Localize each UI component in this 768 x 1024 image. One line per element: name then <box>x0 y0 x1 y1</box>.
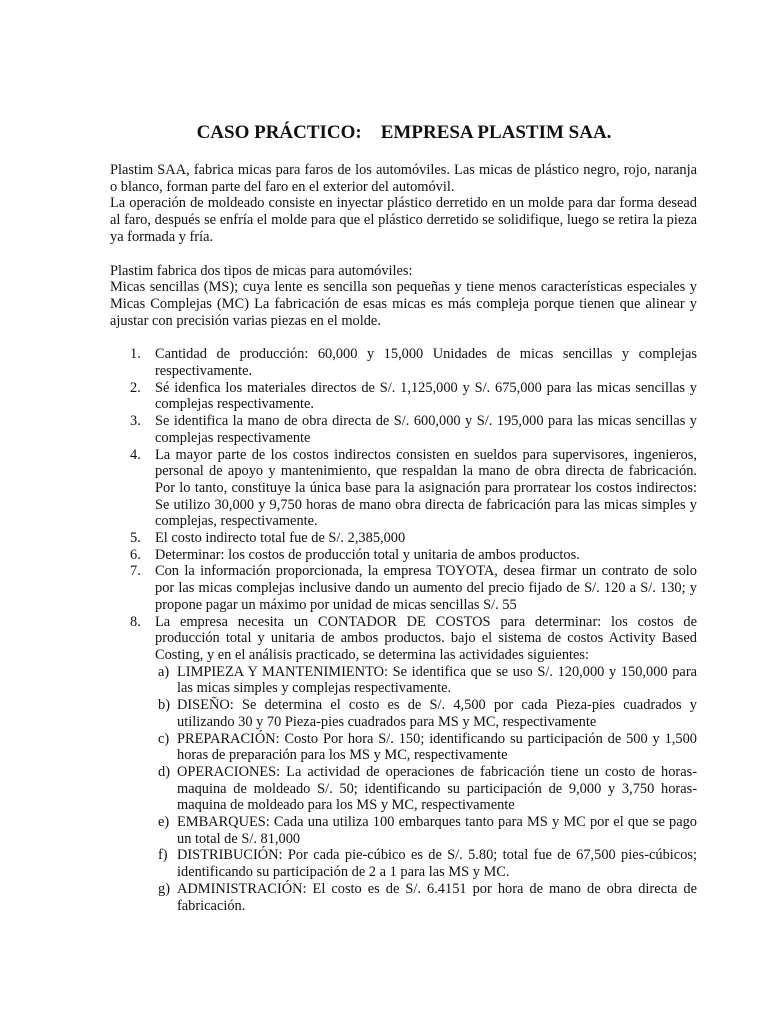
paragraph-spacer <box>110 329 697 346</box>
activity-text: LIMPIEZA Y MANTENIMIENTO: Se identifica que se uso S/. 120,000 y 150,000 para las micas simples y complejas respectivamente. <box>177 663 697 697</box>
activity-item-e <box>155 814 697 847</box>
activity-text: EMBARQUES: Cada una utiliza 100 embarques tanto para MS y MC por el que se pago un total de S/. 81,000 <box>177 814 697 847</box>
list-item-4 <box>110 447 697 531</box>
list-item-5 <box>110 530 697 547</box>
activity-text: ADMINISTRACIÓN: El costo es de S/. 6.4151 por hora de mano de obra directa de fabricación. <box>177 880 697 914</box>
document-body <box>110 162 697 914</box>
activity-letter: a) <box>158 663 170 680</box>
activity-letter: g) <box>158 880 170 897</box>
activity-item-f <box>155 847 697 880</box>
list-item-text: Con la información proporcionada, la empresa TOYOTA, desea firmar un contrato de solo por las micas complejas inclusive dando un aumento del precio fijado de S/. 120 a S/. 130; y propone pagar un máximo por unidad de micas sencillas S/. 55 <box>155 563 697 613</box>
types-description: Micas sencillas (MS); cuya lente es sencilla son pequeñas y tiene menos características especiales y Micas Complejas (MC) La fabricación de esas micas es más compleja porque tienen que alinear y ajustar con precisión varias piezas en el molde. <box>110 279 697 329</box>
types-intro: Plastim fabrica dos tipos de micas para automóviles: <box>110 262 413 279</box>
list-item-8 <box>110 614 697 915</box>
list-number: 5. <box>130 530 141 547</box>
activity-item-d <box>155 764 697 814</box>
page-title: CASO PRÁCTICO: EMPRESA PLASTIM SAA. <box>196 122 612 143</box>
activity-list <box>155 664 697 915</box>
activity-letter: d) <box>158 763 170 780</box>
list-item-text: El costo indirecto total fue de S/. 2,385,000 <box>155 530 406 547</box>
paragraph-spacer <box>110 246 697 263</box>
activity-letter: c) <box>158 730 170 747</box>
activity-text: PREPARACIÓN: Costo Por hora S/. 150; identificando su participación de 500 y 1,500 horas de preparación para los MS y MC, respectivamente <box>177 730 697 764</box>
list-number: 3. <box>130 413 141 430</box>
list-item-7 <box>110 563 697 613</box>
list-item-text: La empresa necesita un CONTADOR DE COSTOS para determinar: los costos de producción total y unitaria de ambos productos. bajo el sistema de costos Activity Based Costing, y en el análisis practicado, se determina las actividades siguientes: <box>155 613 697 663</box>
activity-letter: e) <box>158 814 170 831</box>
numbered-list <box>110 346 697 914</box>
intro-paragraph-2: La operación de moldeado consiste en inyectar plástico derretido en un molde para dar forma desead al faro, después se enfría el molde para que el plástico derretido se solidifique, luego se retira la pieza ya formada y fría. <box>110 195 697 245</box>
activity-text: DISTRIBUCIÓN: Por cada pie-cúbico es de S/. 5.80; total fue de 67,500 pies-cúbicos; identificando su participación de 2 a 1 para las MS y MC. <box>177 847 697 881</box>
list-item-text: Cantidad de producción: 60,000 y 15,000 Unidades de micas sencillas y complejas respectivamente. <box>155 346 697 380</box>
list-item-3 <box>110 413 697 446</box>
list-item-6 <box>110 547 697 564</box>
list-item-text: Se identifica la mano de obra directa de S/. 600,000 y S/. 195,000 para las micas sencillas y complejas respectivamente <box>155 413 697 446</box>
list-item-text: La mayor parte de los costos indirectos consisten en sueldos para supervisores, ingenieros, personal de apoyo y mantenimiento, que respaldan la mano de obra directa de fabricación. Por lo tanto, constituye la única base para la asignación para prorratear los costos indirectos: Se utilizo 30,000 y 9,750 horas de mano obra directa de fabricación para las micas simples y complejas, respectivamente. <box>155 446 697 530</box>
activity-item-b <box>155 697 697 730</box>
activity-item-g <box>155 881 697 914</box>
list-item-1 <box>110 346 697 379</box>
list-number: 6. <box>130 546 141 563</box>
list-number: 2. <box>130 379 141 396</box>
list-item-text: Sé idenfica los materiales directos de S/. 1,125,000 y S/. 675,000 para las micas sencillas y complejas respectivamente. <box>155 379 697 413</box>
list-number: 8. <box>130 613 141 630</box>
activity-item-a <box>155 664 697 697</box>
list-number: 4. <box>130 446 141 463</box>
list-number: 7. <box>130 563 141 580</box>
list-item-2 <box>110 380 697 413</box>
activity-text: DISEÑO: Se determina el costo es de S/. 4,500 por cada Pieza-pies cuadrados y utilizando 30 y 70 Pieza-pies cuadrados para MS y MC, respectivamente <box>177 697 697 730</box>
list-number: 1. <box>130 346 141 363</box>
list-item-text: Determinar: los costos de producción total y unitaria de ambos productos. <box>155 546 580 563</box>
activity-letter: f) <box>158 847 168 864</box>
intro-paragraph-1: Plastim SAA, fabrica micas para faros de los automóviles. Las micas de plástico negro, rojo, naranja o blanco, forman parte del faro en el exterior del automóvil. <box>110 162 697 195</box>
activity-item-c <box>155 731 697 764</box>
activity-letter: b) <box>158 697 170 714</box>
activity-text: OPERACIONES: La actividad de operaciones de fabricación tiene un costo de horas-maquina de moldeado S/. 50; identificando su participación de 9,000 y 3,750 horas-maquina de moldeado para los MS y MC, respectivamente <box>177 763 697 814</box>
